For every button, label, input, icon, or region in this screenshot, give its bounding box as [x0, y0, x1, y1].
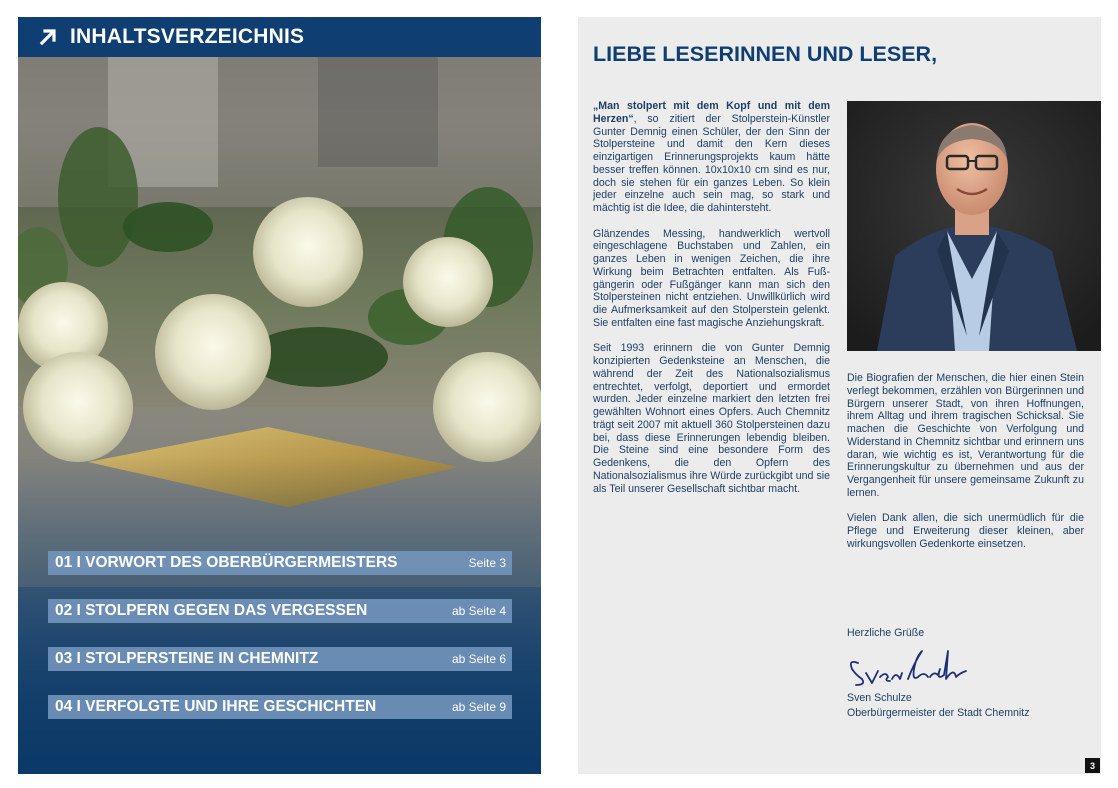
- toc-item-label: 02 I STOLPERN GEGEN DAS VERGESSEN: [55, 602, 368, 619]
- toc-page: [18, 17, 541, 774]
- letter-paragraph-1: [593, 100, 830, 215]
- letter-paragraph-2: Glänzendes Messing, handwerklich wertvoll eingeschlagene Buchstaben und Zahlen, ein ganzes Leben in wenigen Zeichen, die ihre Wirkung beim Betrachten entfalten. Als Fußgängerin oder Fußgänger kann man sich den Stolpersteinen nicht entziehen. Unwillkürlich wird die Aufmerksamkeit auf den Stolperstein gelenkt. Sie entfalten eine fast magische Anziehungskraft.: [593, 227, 830, 329]
- letter-paragraph-3: Seit 1993 erinnern die von Gunter Demnig konzipierten Gedenksteine an Menschen, die während der Zeit des Nationalsozialismus entrechtet, verfolgt, deportiert und ermordet wurden. Jeder einzelne markiert den letzten frei gewählten Wohnort eines Opfers. Auch Chemnitz trägt seit 2007 mit aktuell 360 Stolpersteinen dazu bei, dass diese Erinnerungen lebendig bleiben. Die Steine sind eine besondere Form des Gedenkens, die den Opfern des Nationalsozialismus ihre Würde zurückgibt und sie als Teil unserer Gesellschaft sichtbar macht.: [593, 342, 830, 495]
- toc-item-verfolgte[interactable]: [48, 695, 512, 719]
- quote-bold: „Man stolpert mit dem Kopf und mit dem Herzen“: [593, 100, 830, 125]
- greeting: Herzliche Grüße: [847, 627, 925, 639]
- toc-item-label: 03 I STOLPERSTEINE IN CHEMNITZ: [55, 650, 319, 667]
- letter-column-left: [593, 100, 830, 508]
- toc-item-page: ab Seite 4: [451, 604, 506, 618]
- arrow-up-right-icon: [38, 26, 60, 48]
- signatory-name: Sven Schulze: [847, 692, 912, 704]
- letter-column-right: [847, 372, 1084, 563]
- signatory-role: Oberbürgermeister der Stadt Chemnitz: [847, 707, 1030, 719]
- paragraph-1-rest: , so zitiert der Stolperstein-Künstler Gunter Demnig einen Schüler, der den Sinn der Stolpersteine und damit den Kern dieses einzigartigen Erinnerungsprojekts kaum hätte besser treffen können. 10x10x10 cm sind es nur, doch sie stehen für ein ganzes Leben. So klein jeder einzelne auch sein mag, so stark und mächtig ist die Idee, die dahintersteht.: [593, 112, 830, 214]
- toc-item-page: ab Seite 9: [451, 700, 506, 714]
- signature: [844, 641, 974, 689]
- toc-item-page: ab Seite 6: [451, 652, 506, 666]
- toc-header: [18, 17, 541, 57]
- letter-paragraph-5: Vielen Dank allen, die sich unermüdlich für die Pflege und Erweiterung dieser kleinen, aber wirkungsvollen Gedenkorte einsetzen.: [847, 512, 1084, 550]
- letter-paragraph-4: Die Biografien der Menschen, die hier einen Stein verlegt bekommen, erzählen von Bürgerinnen und Bürgern unserer Stadt, von ihren Hoffnungen, ihrem Alltag und ihrem tragischen Schicksal. Sie machen die Geschichte von Verfolgung und Widerstand in Chemnitz sichtbar und erinnern uns daran, wie wichtig es ist, Verantwortung für die Erinnerungskultur zu übernehmen und aus der Vergangenheit für unsere gemeinsame Zukunft zu lernen.: [847, 372, 1084, 499]
- toc-item-page: Seite 3: [468, 556, 506, 570]
- toc-item-label: 01 I VORWORT DES OBERBÜRGERMEISTERS: [55, 554, 398, 571]
- toc-item-vorwort[interactable]: [48, 551, 512, 575]
- toc-title: INHALTSVERZEICHNIS: [70, 25, 305, 48]
- toc-item-stolpern[interactable]: [48, 599, 512, 623]
- page-number: 3: [1085, 758, 1100, 773]
- mayor-portrait: [847, 101, 1101, 351]
- toc-item-label: 04 I VERFOLGTE UND IHRE GESCHICHTEN: [55, 698, 377, 715]
- foreword-page: [578, 17, 1101, 774]
- letter-headline: LIEBE LESERINNEN UND LESER,: [593, 42, 938, 66]
- toc-item-chemnitz[interactable]: [48, 647, 512, 671]
